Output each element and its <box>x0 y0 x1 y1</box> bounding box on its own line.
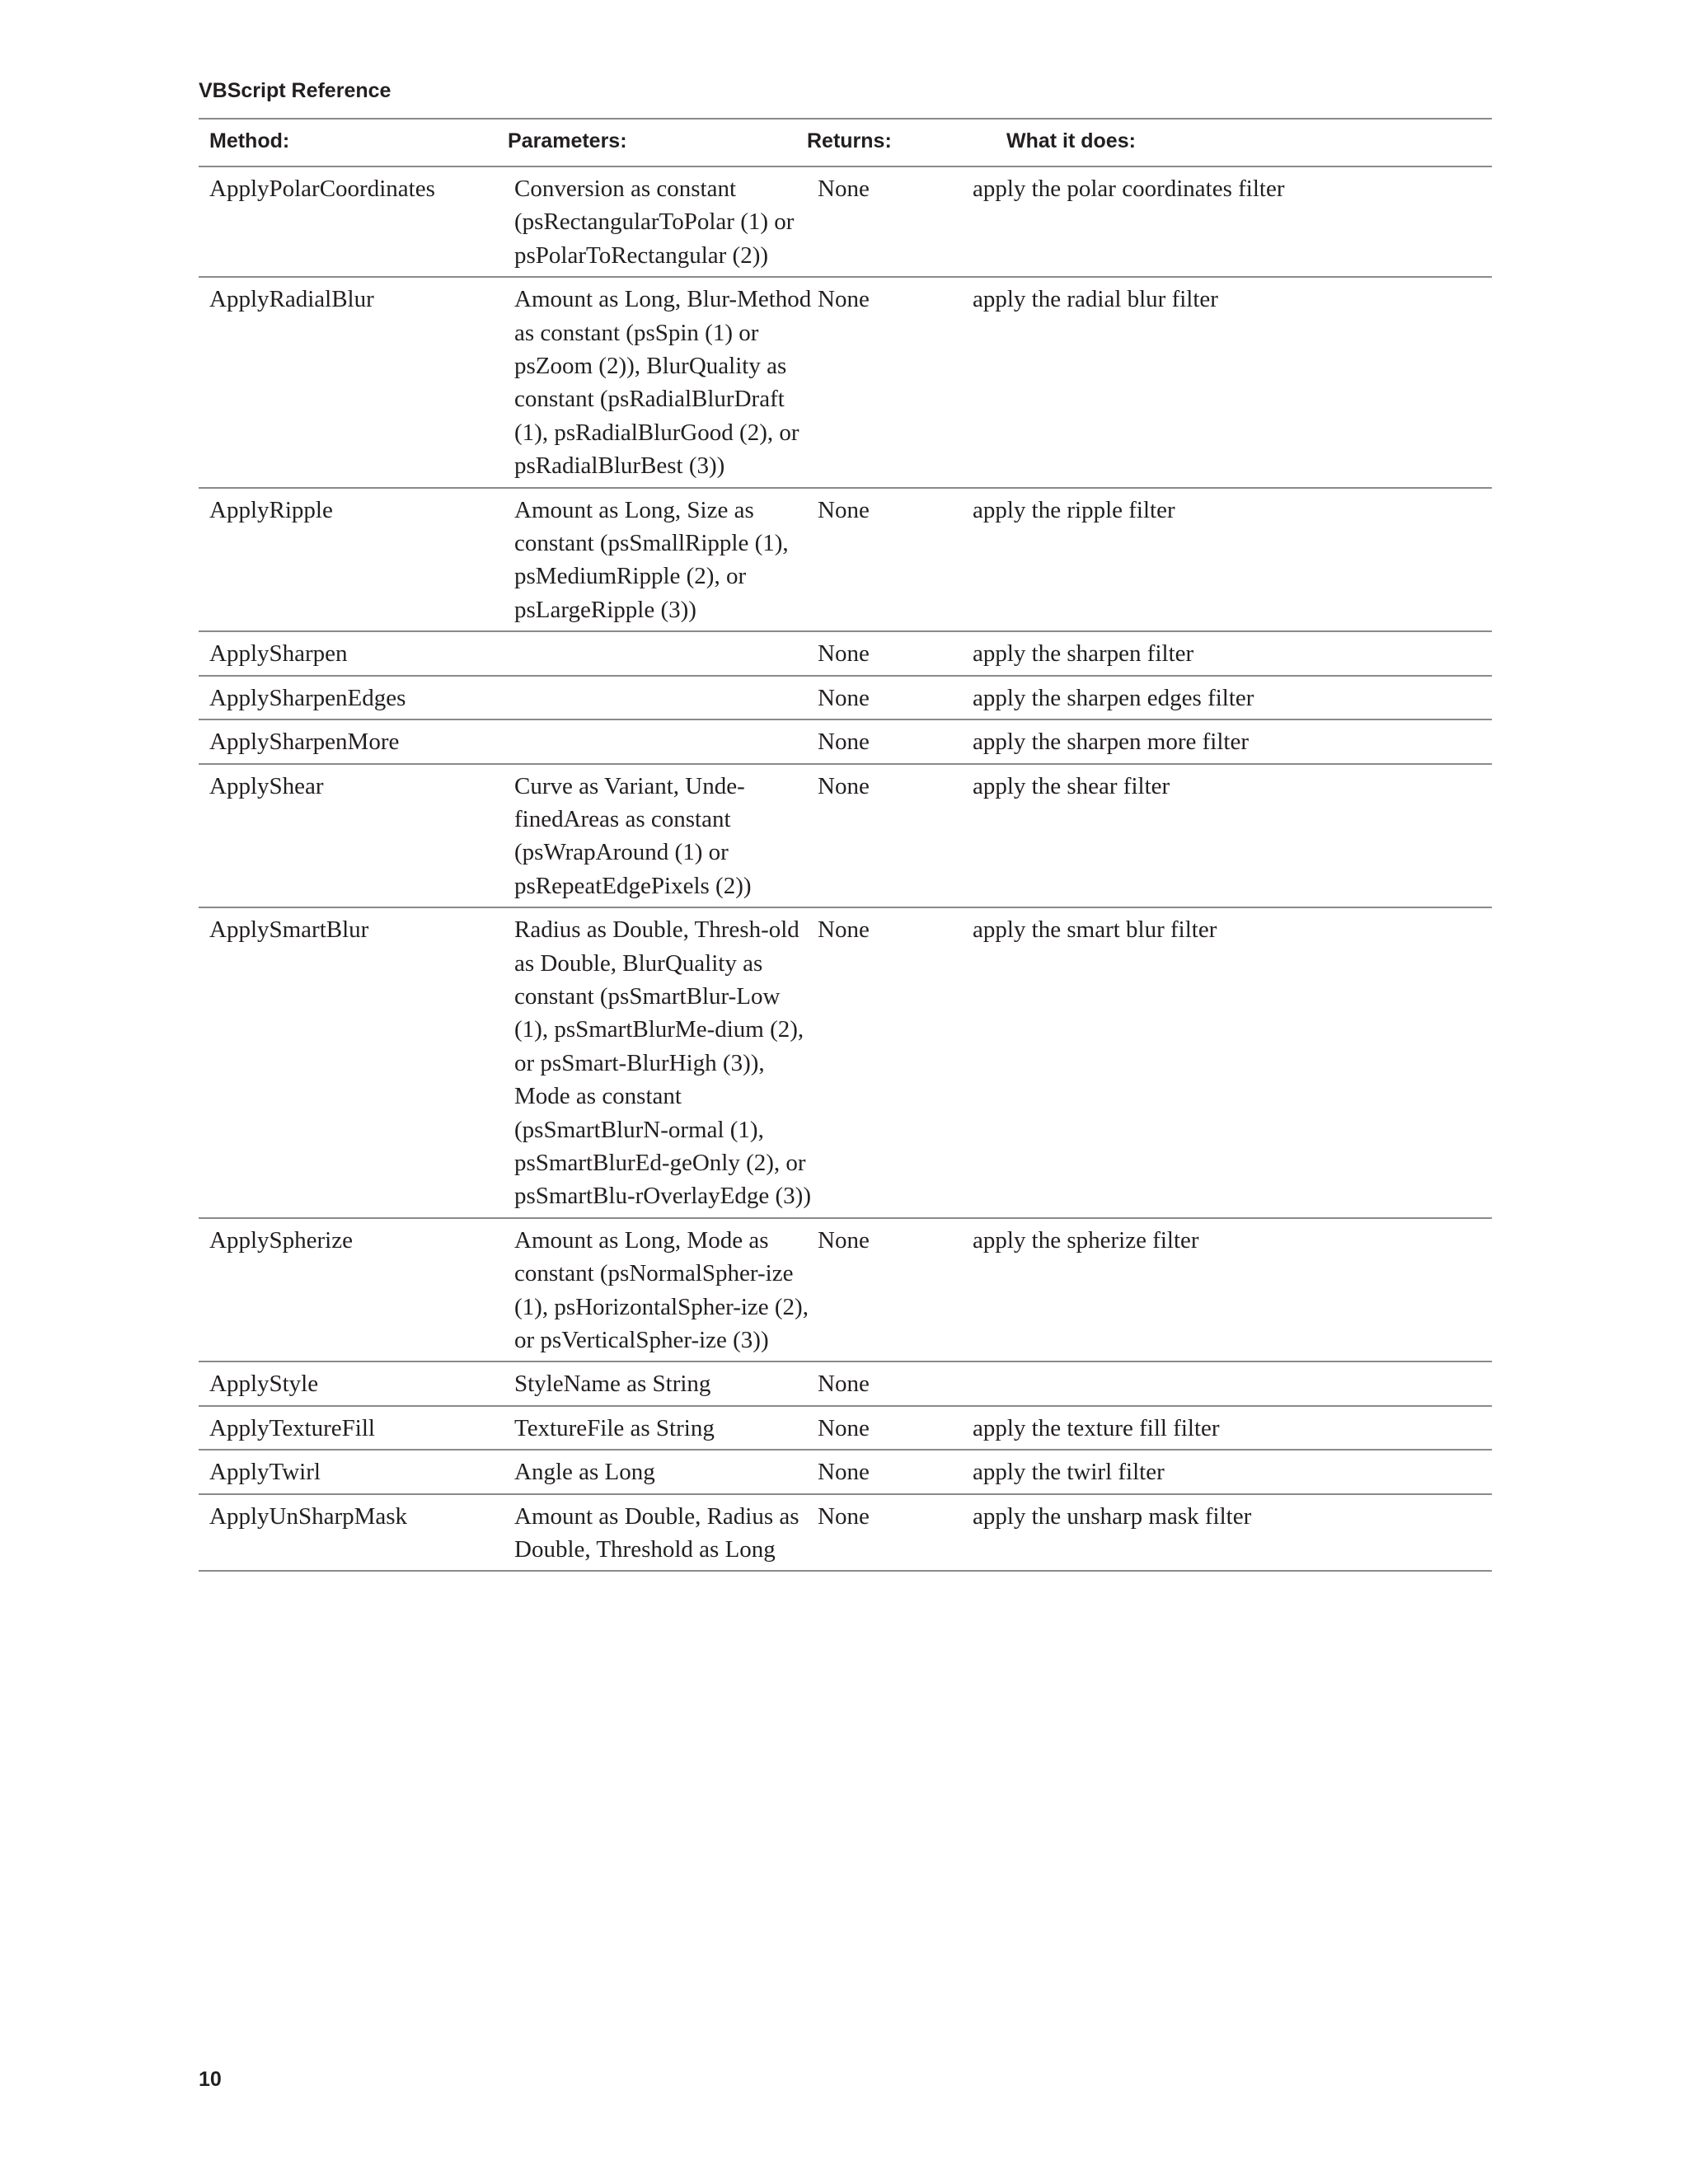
table-row <box>199 278 1492 488</box>
returns-cell: None <box>818 1502 870 1530</box>
parameters-cell <box>514 720 818 762</box>
method-cell: ApplyRipple <box>209 496 333 523</box>
method-cell: ApplyRadialBlur <box>209 286 374 313</box>
returns-cell: None <box>818 916 870 944</box>
what-it-does-cell: apply the polar coordinates filter <box>973 176 1285 202</box>
table-row <box>199 765 1492 909</box>
header-method: Method: <box>209 129 290 152</box>
table-row <box>199 167 1492 278</box>
method-table <box>199 118 1492 1572</box>
method-cell: ApplySharpenMore <box>209 729 400 756</box>
parameters-cell: Amount as Long, Size as constant (psSmallRipple (1), psMediumRipple (2), or psLargeRipple (3)) <box>514 496 789 623</box>
returns-cell: None <box>818 729 870 756</box>
returns-cell: None <box>818 286 870 313</box>
returns-cell: None <box>818 1226 870 1254</box>
parameters-cell: StyleName as String <box>514 1371 711 1398</box>
what-it-does-cell: apply the texture fill filter <box>973 1414 1220 1441</box>
header-returns: Returns: <box>807 129 892 152</box>
parameters-cell: Angle as Long <box>514 1459 655 1486</box>
returns-cell: None <box>818 176 870 202</box>
returns-cell: None <box>818 640 870 668</box>
parameters-cell: TextureFile as String <box>514 1414 715 1441</box>
what-it-does-cell: apply the spherize filter <box>973 1226 1199 1254</box>
parameters-cell: Curve as Variant, Unde-finedAreas as constant (psWrapAround (1) or psRepeatEdgePixels (2)) <box>514 772 752 899</box>
parameters-cell: Amount as Double, Radius as Double, Threshold as Long <box>514 1502 799 1563</box>
what-it-does-cell <box>973 1362 1492 1404</box>
method-cell: ApplySharpenEdges <box>209 684 406 711</box>
table-row <box>199 632 1492 676</box>
method-cell: ApplyTwirl <box>209 1459 321 1486</box>
table-header <box>199 120 1492 166</box>
method-cell: ApplySpherize <box>209 1226 353 1254</box>
what-it-does-cell: apply the radial blur filter <box>973 286 1218 313</box>
table-body <box>199 167 1492 1572</box>
returns-cell: None <box>818 496 870 523</box>
page-number: 10 <box>199 2068 222 2091</box>
table-row <box>199 1219 1492 1363</box>
returns-cell: None <box>818 684 870 711</box>
method-cell: ApplySharpen <box>209 640 348 668</box>
method-cell: ApplySmartBlur <box>209 916 369 944</box>
table-row <box>199 677 1492 720</box>
what-it-does-cell: apply the sharpen more filter <box>973 729 1249 756</box>
what-it-does-cell: apply the sharpen edges filter <box>973 684 1254 711</box>
returns-cell: None <box>818 1414 870 1441</box>
what-it-does-cell: apply the shear filter <box>973 772 1170 799</box>
method-cell: ApplyShear <box>209 772 324 799</box>
parameters-cell: Radius as Double, Thresh-old as Double, BlurQuality as constant (psSmartBlur-Low (1), psSmartBlurMe-dium (2), or psSmart-BlurHigh (3)), Mode as constant (psSmartBlurN-ormal (1), psSmartBlurEd-geOnly (2), or psSmartBlu-rOverlayEdge (3)) <box>514 916 811 1210</box>
what-it-does-cell: apply the twirl filter <box>973 1459 1165 1486</box>
what-it-does-cell: apply the unsharp mask filter <box>973 1502 1252 1530</box>
what-it-does-cell: apply the sharpen filter <box>973 640 1194 668</box>
parameters-cell <box>514 632 818 674</box>
method-cell: ApplyStyle <box>209 1371 319 1398</box>
what-it-does-cell: apply the ripple filter <box>973 496 1175 523</box>
method-cell: ApplyTextureFill <box>209 1414 375 1441</box>
method-cell: ApplyPolarCoordinates <box>209 176 435 202</box>
parameters-cell: Conversion as constant (psRectangularToPolar (1) or psPolarToRectangular (2)) <box>514 176 795 269</box>
method-cell: ApplyUnSharpMask <box>209 1502 408 1530</box>
header-parameters: Parameters: <box>508 129 627 152</box>
returns-cell: None <box>818 772 870 799</box>
table-row <box>199 1407 1492 1451</box>
header-what-it-does: What it does: <box>1006 129 1136 152</box>
running-head: VBScript Reference <box>199 79 392 102</box>
returns-cell: None <box>818 1459 870 1486</box>
table-row <box>199 1495 1492 1572</box>
what-it-does-cell: apply the smart blur filter <box>973 916 1217 944</box>
parameters-cell: Amount as Long, Blur-Method as constant (psSpin (1) or psZoom (2)), BlurQuality as constant (psRadialBlurDraft (1), psRadialBlurGood (2), or psRadialBlurBest (3)) <box>514 286 812 480</box>
parameters-cell: Amount as Long, Mode as constant (psNormalSpher-ize (1), psHorizontalSpher-ize (2), or psVerticalSpher-ize (3)) <box>514 1226 809 1353</box>
table-row <box>199 908 1492 1219</box>
returns-cell: None <box>818 1371 870 1398</box>
table-row <box>199 720 1492 764</box>
table-row <box>199 1451 1492 1494</box>
parameters-cell <box>514 677 818 719</box>
table-row <box>199 489 1492 633</box>
table-row <box>199 1362 1492 1406</box>
